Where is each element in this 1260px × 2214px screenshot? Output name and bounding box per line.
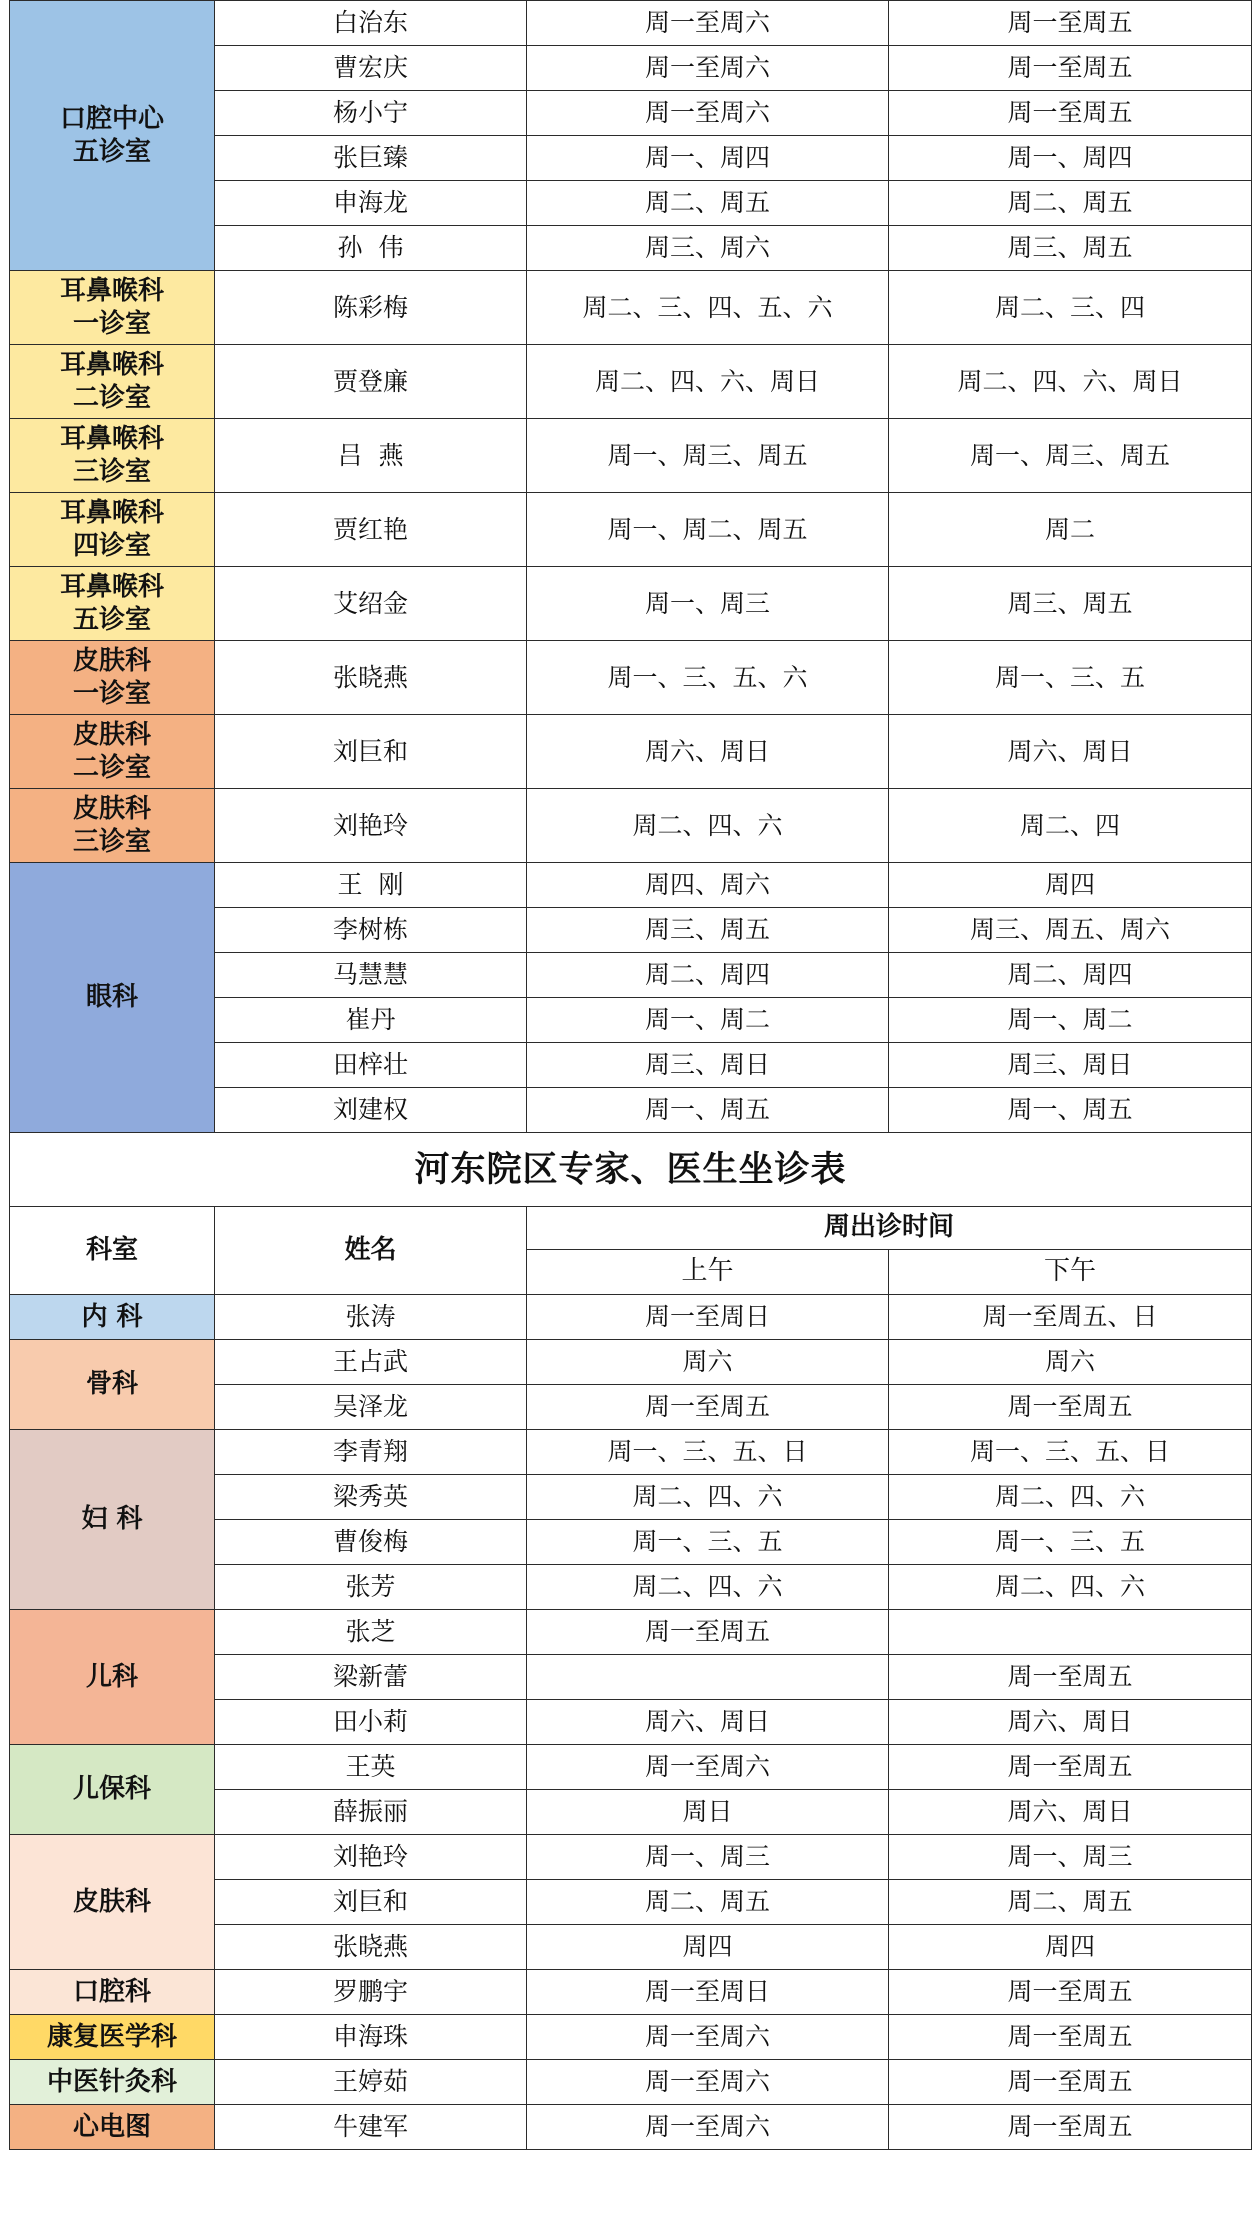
afternoon-schedule: 周二、四、六、周日 <box>889 345 1252 419</box>
doctor-name: 杨小宁 <box>215 91 527 136</box>
dept-label: 耳鼻喉科 <box>59 498 164 528</box>
dept-cell <box>10 567 215 641</box>
dept-cell <box>10 271 215 345</box>
afternoon-schedule: 周二、四、六 <box>889 1475 1252 1520</box>
doctor-name: 陈彩梅 <box>215 271 527 345</box>
morning-schedule: 周二、周五 <box>527 181 889 226</box>
afternoon-schedule: 周一至周五、日 <box>889 1295 1252 1340</box>
afternoon-schedule: 周二、周五 <box>889 181 1252 226</box>
table-row <box>10 2060 1252 2105</box>
morning-schedule: 周一、周三 <box>527 1835 889 1880</box>
dept-label: 口腔科 <box>72 1976 151 2007</box>
doctor-name: 张晓燕 <box>215 641 527 715</box>
morning-schedule: 周二、四、六 <box>527 789 889 863</box>
afternoon-schedule: 周一至周五 <box>889 1655 1252 1700</box>
afternoon-schedule: 周四 <box>889 863 1252 908</box>
table-row <box>10 2015 1252 2060</box>
morning-schedule: 周六、周日 <box>527 1700 889 1745</box>
table-row <box>10 493 1252 567</box>
morning-schedule: 周一至周五 <box>527 1610 889 1655</box>
doctor-name: 申海珠 <box>215 2015 527 2060</box>
afternoon-schedule: 周六 <box>889 1340 1252 1385</box>
morning-schedule: 周二、周五 <box>527 1880 889 1925</box>
doctor-name: 梁秀英 <box>215 1475 527 1520</box>
morning-schedule: 周一至周六 <box>527 1 889 46</box>
doctor-name: 王 刚 <box>215 863 527 908</box>
dept-label: 三诊室 <box>72 826 151 857</box>
dept-label: 四诊室 <box>72 530 151 561</box>
doctor-name: 刘建权 <box>215 1088 527 1133</box>
dept-label: 二诊室 <box>72 752 151 783</box>
afternoon-schedule: 周一、周五 <box>889 1088 1252 1133</box>
doctor-name: 曹俊梅 <box>215 1520 527 1565</box>
top-section-body <box>10 1 1252 1133</box>
morning-schedule: 周一、周二、周五 <box>527 493 889 567</box>
table-row <box>10 1610 1252 1655</box>
dept-cell <box>10 1340 215 1430</box>
morning-schedule: 周一、周四 <box>527 136 889 181</box>
dept-cell <box>10 2015 215 2060</box>
doctor-name: 罗鹏宇 <box>215 1970 527 2015</box>
morning-schedule: 周一至周日 <box>527 1970 889 2015</box>
dept-label: 康复医学科 <box>46 2021 177 2052</box>
dept-cell <box>10 641 215 715</box>
dept-cell <box>10 1745 215 1835</box>
dept-label: 三诊室 <box>72 456 151 487</box>
morning-schedule: 周三、周六 <box>527 226 889 271</box>
table-row <box>10 1340 1252 1385</box>
doctor-name: 薛振丽 <box>215 1790 527 1835</box>
doctor-name: 李青翔 <box>215 1430 527 1475</box>
dept-label: 耳鼻喉科 <box>59 572 164 602</box>
morning-schedule: 周二、四、六、周日 <box>527 345 889 419</box>
table-row <box>10 1295 1252 1340</box>
doctor-name: 刘艳玲 <box>215 1835 527 1880</box>
afternoon-schedule: 周二 <box>889 493 1252 567</box>
afternoon-schedule: 周二、三、四 <box>889 271 1252 345</box>
doctor-name: 贾登廉 <box>215 345 527 419</box>
doctor-name: 曹宏庆 <box>215 46 527 91</box>
dept-label: 五诊室 <box>72 136 151 167</box>
dept-cell <box>10 789 215 863</box>
afternoon-schedule: 周一、周三 <box>889 1835 1252 1880</box>
afternoon-schedule: 周一至周五 <box>889 2060 1252 2105</box>
doctor-name: 崔丹 <box>215 998 527 1043</box>
dept-label: 妇 科 <box>81 1504 143 1535</box>
dept-label: 皮肤科 <box>72 646 151 676</box>
dept-label: 眼科 <box>85 982 138 1013</box>
doctor-name: 刘巨和 <box>215 1880 527 1925</box>
dept-cell <box>10 1430 215 1610</box>
afternoon-schedule: 周一至周五 <box>889 2105 1252 2150</box>
morning-schedule: 周六 <box>527 1340 889 1385</box>
doctor-name: 张涛 <box>215 1295 527 1340</box>
header-name: 姓名 <box>215 1207 527 1295</box>
dept-cell <box>10 863 215 1133</box>
dept-cell <box>10 493 215 567</box>
doctor-name: 吕 燕 <box>215 419 527 493</box>
afternoon-schedule: 周一至周五 <box>889 2015 1252 2060</box>
afternoon-schedule: 周二、四 <box>889 789 1252 863</box>
header-pm: 下午 <box>889 1250 1252 1295</box>
table-row <box>10 863 1252 908</box>
header-weekly: 周出诊时间 <box>527 1207 1252 1250</box>
hedong-header <box>10 1133 1252 1295</box>
table-row <box>10 1 1252 46</box>
table-row <box>10 1835 1252 1880</box>
table-row <box>10 345 1252 419</box>
doctor-name: 孙 伟 <box>215 226 527 271</box>
afternoon-schedule: 周一、周三、周五 <box>889 419 1252 493</box>
afternoon-schedule: 周一、三、五 <box>889 641 1252 715</box>
dept-label: 儿科 <box>85 1661 138 1692</box>
afternoon-schedule: 周六、周日 <box>889 1700 1252 1745</box>
dept-label: 中医针灸科 <box>46 2066 177 2097</box>
doctor-name: 刘巨和 <box>215 715 527 789</box>
dept-label: 耳鼻喉科 <box>59 424 164 454</box>
afternoon-schedule: 周一、周二 <box>889 998 1252 1043</box>
morning-schedule: 周三、周日 <box>527 1043 889 1088</box>
afternoon-schedule: 周六、周日 <box>889 1790 1252 1835</box>
afternoon-schedule: 周一至周五 <box>889 1 1252 46</box>
morning-schedule: 周一、周三 <box>527 567 889 641</box>
table-row <box>10 2105 1252 2150</box>
morning-schedule: 周日 <box>527 1790 889 1835</box>
doctor-name: 刘艳玲 <box>215 789 527 863</box>
morning-schedule: 周二、三、四、五、六 <box>527 271 889 345</box>
dept-cell <box>10 2060 215 2105</box>
doctor-name: 申海龙 <box>215 181 527 226</box>
afternoon-schedule <box>889 1610 1252 1655</box>
afternoon-schedule: 周二、周五 <box>889 1880 1252 1925</box>
header-am: 上午 <box>527 1250 889 1295</box>
dept-label: 口腔中心 <box>59 104 164 134</box>
morning-schedule: 周一、三、五、六 <box>527 641 889 715</box>
doctor-name: 张芳 <box>215 1565 527 1610</box>
morning-schedule: 周一至周五 <box>527 1385 889 1430</box>
doctor-name: 李树栋 <box>215 908 527 953</box>
afternoon-schedule: 周四 <box>889 1925 1252 1970</box>
doctor-name: 田梓壮 <box>215 1043 527 1088</box>
table-row <box>10 1970 1252 2015</box>
hedong-section-body <box>10 1295 1252 2150</box>
dept-cell <box>10 419 215 493</box>
doctor-name: 张巨臻 <box>215 136 527 181</box>
morning-schedule: 周一、三、五 <box>527 1520 889 1565</box>
dept-label: 心电图 <box>72 2111 151 2142</box>
dept-label: 一诊室 <box>72 308 151 339</box>
morning-schedule: 周一至周六 <box>527 46 889 91</box>
dept-cell <box>10 2105 215 2150</box>
dept-label: 皮肤科 <box>72 794 151 824</box>
table-row <box>10 641 1252 715</box>
afternoon-schedule: 周一至周五 <box>889 91 1252 136</box>
schedule-table <box>9 0 1252 2150</box>
afternoon-schedule: 周六、周日 <box>889 715 1252 789</box>
dept-cell <box>10 1295 215 1340</box>
doctor-name: 王英 <box>215 1745 527 1790</box>
dept-cell <box>10 345 215 419</box>
afternoon-schedule: 周三、周日 <box>889 1043 1252 1088</box>
morning-schedule: 周二、周四 <box>527 953 889 998</box>
table-row <box>10 789 1252 863</box>
doctor-name: 贾红艳 <box>215 493 527 567</box>
header-dept: 科室 <box>10 1207 215 1295</box>
afternoon-schedule: 周一至周五 <box>889 1745 1252 1790</box>
table-row <box>10 419 1252 493</box>
dept-label: 儿保科 <box>72 1774 151 1805</box>
afternoon-schedule: 周一至周五 <box>889 46 1252 91</box>
morning-schedule: 周一、周二 <box>527 998 889 1043</box>
doctor-name: 吴泽龙 <box>215 1385 527 1430</box>
morning-schedule <box>527 1655 889 1700</box>
morning-schedule: 周四、周六 <box>527 863 889 908</box>
morning-schedule: 周一至周六 <box>527 2015 889 2060</box>
morning-schedule: 周一至周日 <box>527 1295 889 1340</box>
morning-schedule: 周一、三、五、日 <box>527 1430 889 1475</box>
doctor-name: 梁新蕾 <box>215 1655 527 1700</box>
dept-cell <box>10 1610 215 1745</box>
doctor-name: 艾绍金 <box>215 567 527 641</box>
dept-label: 耳鼻喉科 <box>59 276 164 306</box>
afternoon-schedule: 周二、四、六 <box>889 1565 1252 1610</box>
doctor-name: 张芝 <box>215 1610 527 1655</box>
morning-schedule: 周二、四、六 <box>527 1565 889 1610</box>
dept-label: 内 科 <box>81 1301 143 1332</box>
doctor-name: 王婷茹 <box>215 2060 527 2105</box>
doctor-name: 白治东 <box>215 1 527 46</box>
table-row <box>10 1745 1252 1790</box>
morning-schedule: 周二、四、六 <box>527 1475 889 1520</box>
afternoon-schedule: 周三、周五、周六 <box>889 908 1252 953</box>
afternoon-schedule: 周一、三、五 <box>889 1520 1252 1565</box>
doctor-name: 张晓燕 <box>215 1925 527 1970</box>
doctor-name: 王占武 <box>215 1340 527 1385</box>
afternoon-schedule: 周一至周五 <box>889 1385 1252 1430</box>
table-row <box>10 715 1252 789</box>
morning-schedule: 周一至周六 <box>527 2060 889 2105</box>
table-row <box>10 567 1252 641</box>
afternoon-schedule: 周一、三、五、日 <box>889 1430 1252 1475</box>
doctor-name: 马慧慧 <box>215 953 527 998</box>
afternoon-schedule: 周三、周五 <box>889 226 1252 271</box>
morning-schedule: 周一、周三、周五 <box>527 419 889 493</box>
morning-schedule: 周六、周日 <box>527 715 889 789</box>
afternoon-schedule: 周一至周五 <box>889 1970 1252 2015</box>
dept-label: 一诊室 <box>72 678 151 709</box>
morning-schedule: 周一、周五 <box>527 1088 889 1133</box>
table-row <box>10 1430 1252 1475</box>
afternoon-schedule: 周二、周四 <box>889 953 1252 998</box>
dept-cell <box>10 1835 215 1970</box>
doctor-name: 田小莉 <box>215 1700 527 1745</box>
dept-label: 耳鼻喉科 <box>59 350 164 380</box>
dept-cell <box>10 715 215 789</box>
doctor-name: 牛建军 <box>215 2105 527 2150</box>
dept-cell <box>10 1970 215 2015</box>
afternoon-schedule: 周一、周四 <box>889 136 1252 181</box>
afternoon-schedule: 周三、周五 <box>889 567 1252 641</box>
dept-label: 骨科 <box>85 1369 138 1400</box>
morning-schedule: 周一至周六 <box>527 91 889 136</box>
table-row <box>10 271 1252 345</box>
dept-label: 五诊室 <box>72 604 151 635</box>
dept-label: 皮肤科 <box>72 720 151 750</box>
morning-schedule: 周一至周六 <box>527 1745 889 1790</box>
dept-label: 皮肤科 <box>72 1886 151 1917</box>
dept-label: 二诊室 <box>72 382 151 413</box>
morning-schedule: 周四 <box>527 1925 889 1970</box>
table-title: 河东院区专家、医生坐诊表 <box>10 1133 1252 1207</box>
morning-schedule: 周三、周五 <box>527 908 889 953</box>
dept-cell <box>10 1 215 271</box>
morning-schedule: 周一至周六 <box>527 2105 889 2150</box>
